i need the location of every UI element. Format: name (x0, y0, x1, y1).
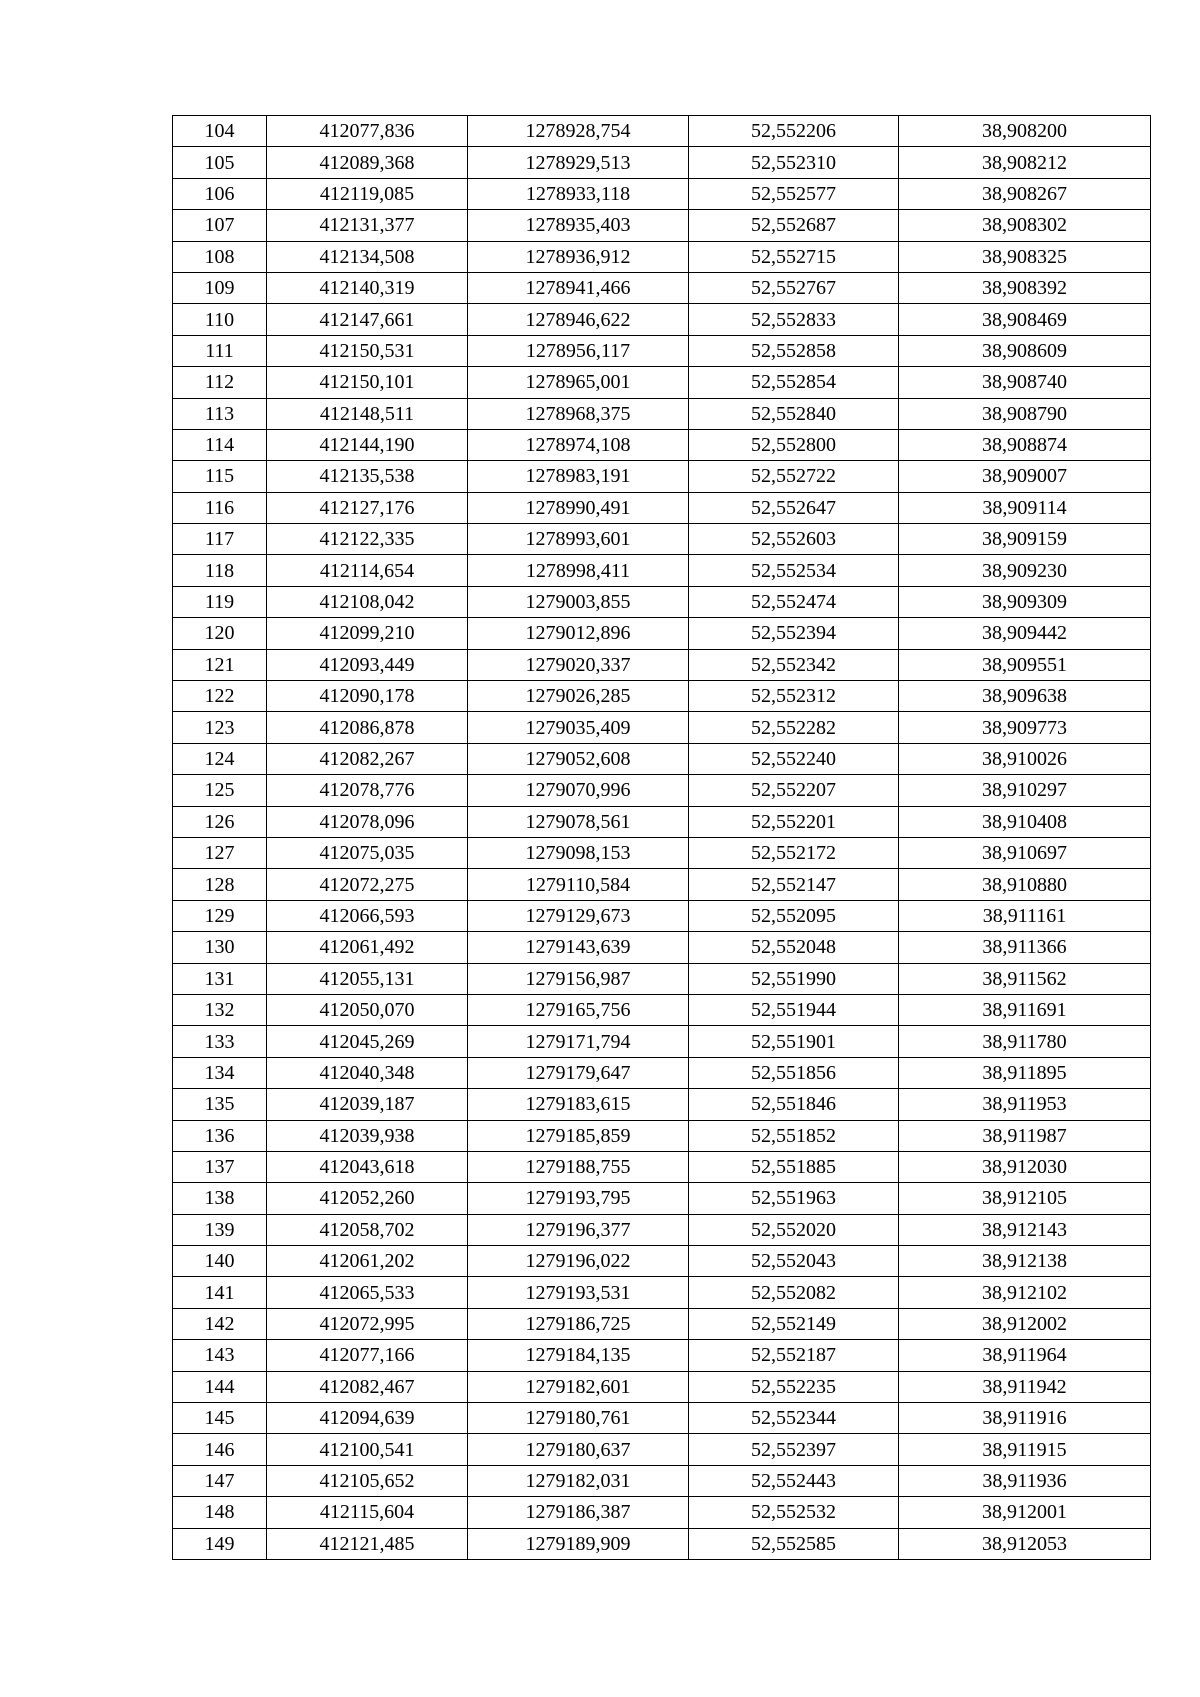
latitude-cell: 52,552095 (689, 900, 899, 931)
y-coordinate-cell: 1279196,377 (468, 1214, 689, 1245)
y-coordinate-cell: 1279129,673 (468, 900, 689, 931)
longitude-cell: 38,908740 (899, 367, 1151, 398)
table-row (173, 1214, 1151, 1245)
latitude-cell: 52,552767 (689, 272, 899, 303)
y-coordinate-cell: 1278946,622 (468, 304, 689, 335)
y-coordinate-cell: 1279188,755 (468, 1151, 689, 1182)
table-row (173, 1308, 1151, 1339)
y-coordinate-cell: 1279184,135 (468, 1340, 689, 1371)
longitude-cell: 38,912002 (899, 1308, 1151, 1339)
point-number-cell: 131 (173, 963, 267, 994)
longitude-cell: 38,908267 (899, 178, 1151, 209)
point-number-cell: 143 (173, 1340, 267, 1371)
table-row (173, 806, 1151, 837)
point-number-cell: 130 (173, 932, 267, 963)
latitude-cell: 52,552854 (689, 367, 899, 398)
point-number-cell: 149 (173, 1528, 267, 1559)
longitude-cell: 38,908790 (899, 398, 1151, 429)
table-row (173, 775, 1151, 806)
latitude-cell: 52,552043 (689, 1246, 899, 1277)
y-coordinate-cell: 1278941,466 (468, 272, 689, 303)
point-number-cell: 120 (173, 618, 267, 649)
latitude-cell: 52,552858 (689, 335, 899, 366)
x-coordinate-cell: 412131,377 (267, 210, 468, 241)
table-row (173, 367, 1151, 398)
point-number-cell: 112 (173, 367, 267, 398)
y-coordinate-cell: 1279183,615 (468, 1089, 689, 1120)
latitude-cell: 52,552344 (689, 1403, 899, 1434)
x-coordinate-cell: 412140,319 (267, 272, 468, 303)
x-coordinate-cell: 412082,467 (267, 1371, 468, 1402)
y-coordinate-cell: 1279156,987 (468, 963, 689, 994)
x-coordinate-cell: 412148,511 (267, 398, 468, 429)
point-number-cell: 122 (173, 681, 267, 712)
x-coordinate-cell: 412072,275 (267, 869, 468, 900)
table-row (173, 1340, 1151, 1371)
longitude-cell: 38,910026 (899, 743, 1151, 774)
latitude-cell: 52,552235 (689, 1371, 899, 1402)
longitude-cell: 38,912030 (899, 1151, 1151, 1182)
table-row (173, 1434, 1151, 1465)
y-coordinate-cell: 1278974,108 (468, 429, 689, 460)
x-coordinate-cell: 412094,639 (267, 1403, 468, 1434)
point-number-cell: 110 (173, 304, 267, 335)
y-coordinate-cell: 1279179,647 (468, 1057, 689, 1088)
longitude-cell: 38,908392 (899, 272, 1151, 303)
latitude-cell: 52,552647 (689, 492, 899, 523)
x-coordinate-cell: 412150,531 (267, 335, 468, 366)
coordinates-table (172, 115, 1151, 1560)
longitude-cell: 38,911964 (899, 1340, 1151, 1371)
longitude-cell: 38,911916 (899, 1403, 1151, 1434)
longitude-cell: 38,912138 (899, 1246, 1151, 1277)
x-coordinate-cell: 412144,190 (267, 429, 468, 460)
latitude-cell: 52,552201 (689, 806, 899, 837)
latitude-cell: 52,552833 (689, 304, 899, 335)
latitude-cell: 52,552282 (689, 712, 899, 743)
x-coordinate-cell: 412093,449 (267, 649, 468, 680)
point-number-cell: 145 (173, 1403, 267, 1434)
x-coordinate-cell: 412077,836 (267, 116, 468, 147)
latitude-cell: 52,552020 (689, 1214, 899, 1245)
latitude-cell: 52,552585 (689, 1528, 899, 1559)
x-coordinate-cell: 412058,702 (267, 1214, 468, 1245)
longitude-cell: 38,912105 (899, 1183, 1151, 1214)
longitude-cell: 38,909309 (899, 586, 1151, 617)
latitude-cell: 52,552532 (689, 1497, 899, 1528)
latitude-cell: 52,551963 (689, 1183, 899, 1214)
y-coordinate-cell: 1279110,584 (468, 869, 689, 900)
x-coordinate-cell: 412090,178 (267, 681, 468, 712)
table-row (173, 837, 1151, 868)
y-coordinate-cell: 1279186,725 (468, 1308, 689, 1339)
longitude-cell: 38,911161 (899, 900, 1151, 931)
point-number-cell: 146 (173, 1434, 267, 1465)
longitude-cell: 38,912001 (899, 1497, 1151, 1528)
latitude-cell: 52,552443 (689, 1465, 899, 1496)
longitude-cell: 38,911780 (899, 1026, 1151, 1057)
longitude-cell: 38,911953 (899, 1089, 1151, 1120)
longitude-cell: 38,911942 (899, 1371, 1151, 1402)
longitude-cell: 38,911915 (899, 1434, 1151, 1465)
y-coordinate-cell: 1279078,561 (468, 806, 689, 837)
point-number-cell: 123 (173, 712, 267, 743)
table-row (173, 147, 1151, 178)
latitude-cell: 52,551856 (689, 1057, 899, 1088)
point-number-cell: 113 (173, 398, 267, 429)
latitude-cell: 52,552172 (689, 837, 899, 868)
y-coordinate-cell: 1279182,031 (468, 1465, 689, 1496)
longitude-cell: 38,908302 (899, 210, 1151, 241)
x-coordinate-cell: 412055,131 (267, 963, 468, 994)
point-number-cell: 139 (173, 1214, 267, 1245)
longitude-cell: 38,908212 (899, 147, 1151, 178)
y-coordinate-cell: 1279196,022 (468, 1246, 689, 1277)
longitude-cell: 38,908200 (899, 116, 1151, 147)
point-number-cell: 136 (173, 1120, 267, 1151)
table-row (173, 1026, 1151, 1057)
table-row (173, 1371, 1151, 1402)
longitude-cell: 38,909773 (899, 712, 1151, 743)
y-coordinate-cell: 1279182,601 (468, 1371, 689, 1402)
table-row (173, 210, 1151, 241)
y-coordinate-cell: 1278990,491 (468, 492, 689, 523)
longitude-cell: 38,909007 (899, 461, 1151, 492)
y-coordinate-cell: 1279070,996 (468, 775, 689, 806)
table-row (173, 1465, 1151, 1496)
latitude-cell: 52,552206 (689, 116, 899, 147)
latitude-cell: 52,552577 (689, 178, 899, 209)
table-row (173, 1151, 1151, 1182)
table-row (173, 869, 1151, 900)
longitude-cell: 38,909159 (899, 524, 1151, 555)
point-number-cell: 114 (173, 429, 267, 460)
x-coordinate-cell: 412075,035 (267, 837, 468, 868)
table-row (173, 1120, 1151, 1151)
latitude-cell: 52,552534 (689, 555, 899, 586)
point-number-cell: 105 (173, 147, 267, 178)
point-number-cell: 115 (173, 461, 267, 492)
table-row (173, 1089, 1151, 1120)
x-coordinate-cell: 412105,652 (267, 1465, 468, 1496)
point-number-cell: 129 (173, 900, 267, 931)
longitude-cell: 38,911987 (899, 1120, 1151, 1151)
x-coordinate-cell: 412082,267 (267, 743, 468, 774)
point-number-cell: 121 (173, 649, 267, 680)
table-row (173, 963, 1151, 994)
table-row (173, 1497, 1151, 1528)
y-coordinate-cell: 1279171,794 (468, 1026, 689, 1057)
point-number-cell: 132 (173, 994, 267, 1025)
latitude-cell: 52,552147 (689, 869, 899, 900)
y-coordinate-cell: 1279020,337 (468, 649, 689, 680)
point-number-cell: 109 (173, 272, 267, 303)
table-row (173, 1183, 1151, 1214)
longitude-cell: 38,910408 (899, 806, 1151, 837)
point-number-cell: 138 (173, 1183, 267, 1214)
x-coordinate-cell: 412078,776 (267, 775, 468, 806)
y-coordinate-cell: 1278935,403 (468, 210, 689, 241)
x-coordinate-cell: 412086,878 (267, 712, 468, 743)
point-number-cell: 111 (173, 335, 267, 366)
x-coordinate-cell: 412039,938 (267, 1120, 468, 1151)
table-row (173, 586, 1151, 617)
table-row (173, 241, 1151, 272)
longitude-cell: 38,908469 (899, 304, 1151, 335)
table-row (173, 681, 1151, 712)
latitude-cell: 52,552312 (689, 681, 899, 712)
latitude-cell: 52,552342 (689, 649, 899, 680)
point-number-cell: 148 (173, 1497, 267, 1528)
latitude-cell: 52,551852 (689, 1120, 899, 1151)
point-number-cell: 127 (173, 837, 267, 868)
point-number-cell: 135 (173, 1089, 267, 1120)
y-coordinate-cell: 1279003,855 (468, 586, 689, 617)
table-row (173, 1246, 1151, 1277)
table-row (173, 1528, 1151, 1559)
table-row (173, 555, 1151, 586)
longitude-cell: 38,911366 (899, 932, 1151, 963)
table-row (173, 304, 1151, 335)
y-coordinate-cell: 1278936,912 (468, 241, 689, 272)
x-coordinate-cell: 412043,618 (267, 1151, 468, 1182)
table-row (173, 524, 1151, 555)
x-coordinate-cell: 412119,085 (267, 178, 468, 209)
y-coordinate-cell: 1279052,608 (468, 743, 689, 774)
x-coordinate-cell: 412121,485 (267, 1528, 468, 1559)
table-row (173, 1277, 1151, 1308)
x-coordinate-cell: 412108,042 (267, 586, 468, 617)
x-coordinate-cell: 412061,202 (267, 1246, 468, 1277)
point-number-cell: 108 (173, 241, 267, 272)
y-coordinate-cell: 1279193,795 (468, 1183, 689, 1214)
table-row (173, 1403, 1151, 1434)
latitude-cell: 52,552800 (689, 429, 899, 460)
y-coordinate-cell: 1278928,754 (468, 116, 689, 147)
table-row (173, 743, 1151, 774)
longitude-cell: 38,908325 (899, 241, 1151, 272)
x-coordinate-cell: 412100,541 (267, 1434, 468, 1465)
longitude-cell: 38,912053 (899, 1528, 1151, 1559)
point-number-cell: 144 (173, 1371, 267, 1402)
point-number-cell: 126 (173, 806, 267, 837)
x-coordinate-cell: 412134,508 (267, 241, 468, 272)
y-coordinate-cell: 1278933,118 (468, 178, 689, 209)
table-row (173, 1057, 1151, 1088)
longitude-cell: 38,910880 (899, 869, 1151, 900)
point-number-cell: 140 (173, 1246, 267, 1277)
point-number-cell: 117 (173, 524, 267, 555)
y-coordinate-cell: 1278929,513 (468, 147, 689, 178)
point-number-cell: 106 (173, 178, 267, 209)
x-coordinate-cell: 412115,604 (267, 1497, 468, 1528)
longitude-cell: 38,911936 (899, 1465, 1151, 1496)
longitude-cell: 38,911895 (899, 1057, 1151, 1088)
x-coordinate-cell: 412066,593 (267, 900, 468, 931)
latitude-cell: 52,552187 (689, 1340, 899, 1371)
point-number-cell: 137 (173, 1151, 267, 1182)
y-coordinate-cell: 1278956,117 (468, 335, 689, 366)
y-coordinate-cell: 1279185,859 (468, 1120, 689, 1151)
table-row (173, 335, 1151, 366)
y-coordinate-cell: 1279180,761 (468, 1403, 689, 1434)
table-row (173, 649, 1151, 680)
point-number-cell: 107 (173, 210, 267, 241)
latitude-cell: 52,552207 (689, 775, 899, 806)
longitude-cell: 38,912102 (899, 1277, 1151, 1308)
table-row (173, 429, 1151, 460)
latitude-cell: 52,552149 (689, 1308, 899, 1339)
point-number-cell: 104 (173, 116, 267, 147)
y-coordinate-cell: 1278965,001 (468, 367, 689, 398)
latitude-cell: 52,552722 (689, 461, 899, 492)
point-number-cell: 134 (173, 1057, 267, 1088)
point-number-cell: 142 (173, 1308, 267, 1339)
table-row (173, 900, 1151, 931)
x-coordinate-cell: 412089,368 (267, 147, 468, 178)
latitude-cell: 52,551846 (689, 1089, 899, 1120)
longitude-cell: 38,909638 (899, 681, 1151, 712)
longitude-cell: 38,911691 (899, 994, 1151, 1025)
table-row (173, 178, 1151, 209)
y-coordinate-cell: 1279026,285 (468, 681, 689, 712)
longitude-cell: 38,908874 (899, 429, 1151, 460)
x-coordinate-cell: 412099,210 (267, 618, 468, 649)
table-row (173, 932, 1151, 963)
y-coordinate-cell: 1279035,409 (468, 712, 689, 743)
latitude-cell: 52,552687 (689, 210, 899, 241)
x-coordinate-cell: 412150,101 (267, 367, 468, 398)
x-coordinate-cell: 412114,654 (267, 555, 468, 586)
latitude-cell: 52,552603 (689, 524, 899, 555)
point-number-cell: 141 (173, 1277, 267, 1308)
y-coordinate-cell: 1279180,637 (468, 1434, 689, 1465)
latitude-cell: 52,552715 (689, 241, 899, 272)
y-coordinate-cell: 1279186,387 (468, 1497, 689, 1528)
latitude-cell: 52,552840 (689, 398, 899, 429)
table-row (173, 618, 1151, 649)
x-coordinate-cell: 412147,661 (267, 304, 468, 335)
latitude-cell: 52,551885 (689, 1151, 899, 1182)
x-coordinate-cell: 412077,166 (267, 1340, 468, 1371)
longitude-cell: 38,910697 (899, 837, 1151, 868)
x-coordinate-cell: 412052,260 (267, 1183, 468, 1214)
longitude-cell: 38,910297 (899, 775, 1151, 806)
y-coordinate-cell: 1279189,909 (468, 1528, 689, 1559)
x-coordinate-cell: 412040,348 (267, 1057, 468, 1088)
longitude-cell: 38,909114 (899, 492, 1151, 523)
longitude-cell: 38,908609 (899, 335, 1151, 366)
y-coordinate-cell: 1278998,411 (468, 555, 689, 586)
latitude-cell: 52,552240 (689, 743, 899, 774)
point-number-cell: 125 (173, 775, 267, 806)
x-coordinate-cell: 412078,096 (267, 806, 468, 837)
table-row (173, 272, 1151, 303)
point-number-cell: 119 (173, 586, 267, 617)
x-coordinate-cell: 412061,492 (267, 932, 468, 963)
point-number-cell: 118 (173, 555, 267, 586)
coordinates-table-body (173, 116, 1151, 1560)
latitude-cell: 52,552474 (689, 586, 899, 617)
table-row (173, 461, 1151, 492)
x-coordinate-cell: 412045,269 (267, 1026, 468, 1057)
longitude-cell: 38,912143 (899, 1214, 1151, 1245)
latitude-cell: 52,551990 (689, 963, 899, 994)
table-row (173, 116, 1151, 147)
x-coordinate-cell: 412039,187 (267, 1089, 468, 1120)
table-row (173, 994, 1151, 1025)
table-row (173, 398, 1151, 429)
x-coordinate-cell: 412065,533 (267, 1277, 468, 1308)
y-coordinate-cell: 1279193,531 (468, 1277, 689, 1308)
y-coordinate-cell: 1279012,896 (468, 618, 689, 649)
y-coordinate-cell: 1279143,639 (468, 932, 689, 963)
longitude-cell: 38,911562 (899, 963, 1151, 994)
latitude-cell: 52,552048 (689, 932, 899, 963)
y-coordinate-cell: 1278983,191 (468, 461, 689, 492)
x-coordinate-cell: 412072,995 (267, 1308, 468, 1339)
table-row (173, 712, 1151, 743)
latitude-cell: 52,552397 (689, 1434, 899, 1465)
x-coordinate-cell: 412050,070 (267, 994, 468, 1025)
latitude-cell: 52,552310 (689, 147, 899, 178)
latitude-cell: 52,552082 (689, 1277, 899, 1308)
latitude-cell: 52,551944 (689, 994, 899, 1025)
point-number-cell: 116 (173, 492, 267, 523)
y-coordinate-cell: 1278968,375 (468, 398, 689, 429)
longitude-cell: 38,909551 (899, 649, 1151, 680)
longitude-cell: 38,909442 (899, 618, 1151, 649)
point-number-cell: 147 (173, 1465, 267, 1496)
y-coordinate-cell: 1278993,601 (468, 524, 689, 555)
y-coordinate-cell: 1279165,756 (468, 994, 689, 1025)
x-coordinate-cell: 412135,538 (267, 461, 468, 492)
y-coordinate-cell: 1279098,153 (468, 837, 689, 868)
point-number-cell: 124 (173, 743, 267, 774)
x-coordinate-cell: 412122,335 (267, 524, 468, 555)
latitude-cell: 52,551901 (689, 1026, 899, 1057)
table-row (173, 492, 1151, 523)
point-number-cell: 133 (173, 1026, 267, 1057)
longitude-cell: 38,909230 (899, 555, 1151, 586)
latitude-cell: 52,552394 (689, 618, 899, 649)
x-coordinate-cell: 412127,176 (267, 492, 468, 523)
point-number-cell: 128 (173, 869, 267, 900)
